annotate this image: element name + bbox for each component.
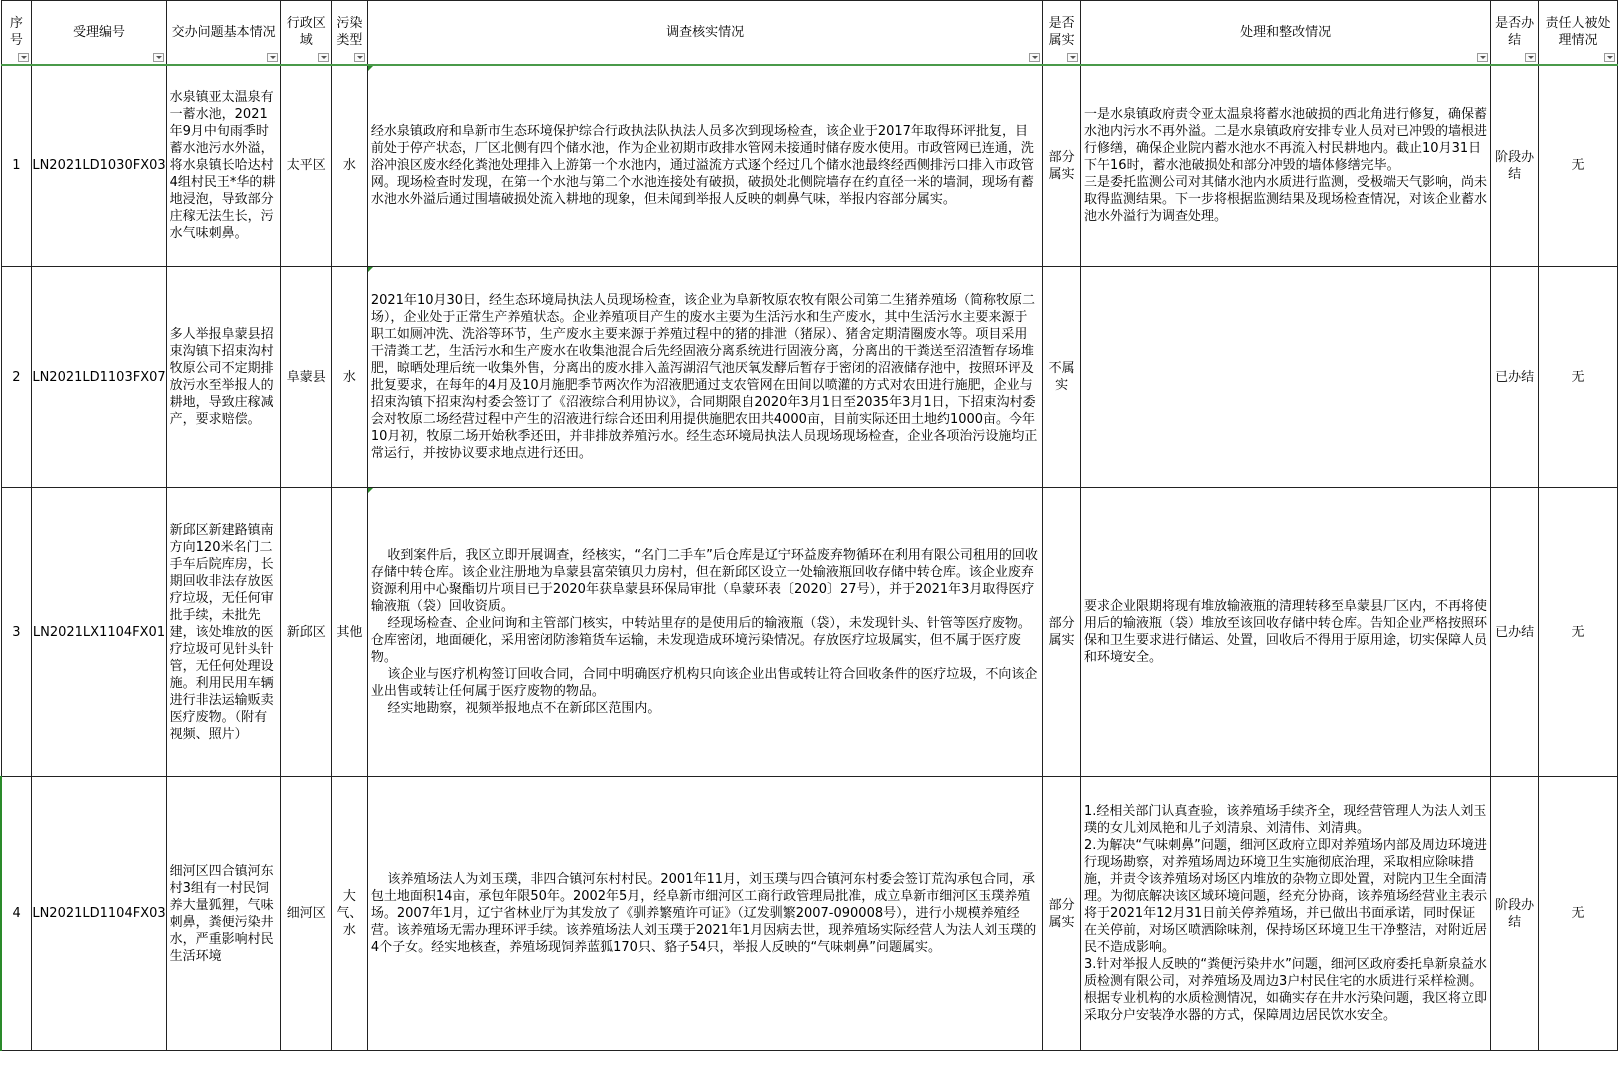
cell-closed[interactable]: 已办结 <box>1491 267 1539 488</box>
header-investigation-label: 调查核实情况 <box>666 24 745 40</box>
cell-case-no[interactable]: LN2021LD1103FX07 <box>32 267 166 488</box>
filter-dropdown-icon[interactable] <box>318 53 329 62</box>
filter-dropdown-icon[interactable] <box>1525 53 1536 62</box>
filter-dropdown-icon[interactable] <box>1067 53 1078 62</box>
header-handling[interactable] <box>1081 1 1491 65</box>
header-case-no[interactable] <box>32 1 166 65</box>
cell-accountability[interactable]: 无 <box>1538 488 1617 777</box>
cell-issue[interactable]: 水泉镇亚太温泉有一蓄水池，2021年9月中旬雨季时蓄水池污水外溢，将水泉镇长哈达村4组村民王*华的耕地浸泡，导致部分庄稼无法生长，污水气味刺鼻。 <box>166 65 281 267</box>
header-district-label: 行政区域 <box>286 16 326 49</box>
header-seq[interactable] <box>1 1 32 65</box>
header-handling-label: 处理和整改情况 <box>1240 24 1332 40</box>
table-row <box>1 267 1618 488</box>
header-verified[interactable] <box>1043 1 1081 65</box>
cell-verified[interactable]: 部分属实 <box>1043 777 1081 1051</box>
header-verified-label: 是否属实 <box>1048 16 1075 49</box>
cell-closed[interactable]: 阶段办结 <box>1491 65 1539 267</box>
header-accountability[interactable] <box>1538 1 1617 65</box>
cell-pollution[interactable]: 水 <box>332 65 368 267</box>
header-district[interactable] <box>281 1 332 65</box>
cell-handling[interactable]: 1.经相关部门认真查验，该养殖场手续齐全，现经营管理人为法人刘玉璞的女儿刘凤艳和儿子刘清泉、刘清伟、刘清典。 2.为解决“气味刺鼻”问题，细河区政府立即对养殖场内部及周边环境进行现场勘察，对养殖场周边环境卫生实施彻底治理，采取相应除味措施，并责令该养殖场对场区内堆放的杂物立即处置，对院内卫生全面清理。为彻底解决该区域环境问题，经充分协商，该养殖场经营业主表示将于2021年12月31日前关停养殖场，并已做出书面承诺，同时保证在关停前，对场区喷洒除味剂，保持场区环境卫生干净整洁，对附近居民不造成影响。 3.针对举报人反映的“粪便污染井水”问题，细河区政府委托阜新泉益水质检测有限公司，对养殖场及周边3户村民住宅的水质进行采样检测。根据专业机构的水质检测情况，如确实存在井水污染问题，我区将立即采取分户安装净水器的方式，保障周边居民饮水安全。 <box>1081 777 1491 1051</box>
filter-dropdown-icon[interactable] <box>153 53 164 62</box>
cell-seq[interactable]: 4 <box>1 777 32 1051</box>
header-issue[interactable] <box>166 1 281 65</box>
cell-pollution[interactable]: 大气、水 <box>332 777 368 1051</box>
header-closed[interactable] <box>1491 1 1539 65</box>
cell-issue[interactable]: 新邱区新建路镇南方向120米名门二手车后院库房，长期回收非法存放医疗垃圾，无任何审批手续，未批先建，该处堆放的医疗垃圾可见针头针管，无任何处理设施。利用民用车辆进行非法运输贩卖医疗废物。（附有视频、照片） <box>166 488 281 777</box>
cell-district[interactable]: 阜蒙县 <box>281 267 332 488</box>
cell-accountability[interactable]: 无 <box>1538 777 1617 1051</box>
cell-investigation[interactable]: 经水泉镇政府和阜新市生态环境保护综合行政执法队执法人员多次到现场检查，该企业于2017年取得环评批复，目前处于停产状态，厂区北侧有四个储水池，作为企业初期市政排水管网未接通时储存废水使用。市政管网已连通，洗浴冲浪区废水经化粪池处理排入上游第一个水池内，通过溢流方式逐个经过几个储水池最终经西侧排污口排入市政管网。现场检查时发现，在第一个水池与第二个水池连接处有破损，破损处北侧院墙存在约直径一米的墙洞，现场有蓄水池水外溢后通过围墙破损处流入耕地的现象，但未闻到举报人反映的刺鼻气味，举报内容部分属实。 <box>367 65 1042 267</box>
cell-closed[interactable]: 已办结 <box>1491 488 1539 777</box>
filter-dropdown-icon[interactable] <box>267 53 278 62</box>
header-investigation[interactable] <box>367 1 1042 65</box>
header-case-no-label: 受理编号 <box>72 24 125 40</box>
filter-dropdown-icon[interactable] <box>354 53 365 62</box>
cell-investigation[interactable]: 该养殖场法人为刘玉璞，非四合镇河东村村民。2001年11月，刘玉璞与四合镇河东村委会签订荒沟承包合同，承包土地面积14亩，承包年限50年。2002年5月，经阜新市细河区工商行政管理局批准，成立阜新市细河区玉璞养殖场。2007年1月，辽宁省林业厅为其发放了《驯养繁殖许可证》（辽发驯繁2007-090008号），进行小规模养殖经营。该养殖场无需办理环评手续。该养殖场法人刘玉璞于2021年1月因病去世，现养殖场实际经营人为法人刘玉璞的4个子女。经实地核查，养殖场现饲养蓝狐170只、貉子54只，举报人反映的“气味刺鼻”问题属实。 <box>367 777 1042 1051</box>
filter-dropdown-icon[interactable] <box>1029 53 1040 62</box>
cell-handling[interactable] <box>1081 267 1491 488</box>
cell-investigation[interactable]: 2021年10月30日，经生态环境局执法人员现场检查，该企业为阜新牧原农牧有限公司第二生猪养殖场（简称牧原二场），企业处于正常生产养殖状态。企业养殖项目产生的废水主要为生活污水和生产废水，其中生活污水主要来源于职工如厕冲洗、洗浴等环节，生产废水主要来源于养殖过程中的猪的排泄（猪尿）、猪舍定期清圈废水等。项目采用干清粪工艺，生活污水和生产废水在收集池混合后先经固液分离系统进行固液分离，分离出的干粪送至沼渣暂存场堆肥，晾晒处理后统一收集外售，分离出的废水排入盖泻湖沼气池厌氧发酵后暂存于密闭的沼液储存池中，按照环评及批复要求，在每年的4月及10月施肥季节两次作为沼液肥通过支农管网在田间以喷灌的方式对农田进行施肥，企业与招束沟镇下招束沟村委会签订了《沼液综合利用协议》，合同期限自2020年3月1日至2035年3月1日，下招束沟村委会对牧原二场经营过程中产生的沼液进行综合还田利用提供施肥农田共4000亩，目前实际还田土地约1000亩。今年10月初，牧原二场开始秋季还田，并非排放养殖污水。经生态环境局执法人员现场现场检查，企业各项治污设施均正常运行，并按协议要求地点进行还田。 <box>367 267 1042 488</box>
cell-case-no[interactable]: LN2021LD1030FX03 <box>32 65 166 267</box>
cell-accountability[interactable]: 无 <box>1538 267 1617 488</box>
cell-issue[interactable]: 多人举报阜蒙县招束沟镇下招束沟村牧原公司不定期排放污水至举报人的耕地，导致庄稼减产，要求赔偿。 <box>166 267 281 488</box>
cell-issue[interactable]: 细河区四合镇河东村3组有一村民饲养大量狐狸，气味刺鼻，粪便污染井水，严重影响村民生活环境 <box>166 777 281 1051</box>
cell-district[interactable]: 新邱区 <box>281 488 332 777</box>
cell-pollution[interactable]: 其他 <box>332 488 368 777</box>
cell-verified[interactable]: 部分属实 <box>1043 65 1081 267</box>
cell-district[interactable]: 细河区 <box>281 777 332 1051</box>
header-seq-label: 序号 <box>9 16 23 49</box>
header-row <box>1 1 1618 65</box>
header-pollution[interactable] <box>332 1 368 65</box>
table-row <box>1 65 1618 267</box>
cell-handling[interactable]: 一是水泉镇政府责令亚太温泉将蓄水池破损的西北角进行修复，确保蓄水池内污水不再外溢。二是水泉镇政府安排专业人员对已冲毁的墙根进行修缮，确保企业院内蓄水池水不再流入村民耕地内。截止10月31日下午16时，蓄水池破损处和部分冲毁的墙体修缮完毕。 三是委托监测公司对其储水池内水质进行监测，受极端天气影响，尚未取得监测结果。下一步将根据监测结果及现场检查情况，对该企业蓄水池水外溢行为调查处理。 <box>1081 65 1491 267</box>
header-pollution-label: 污染类型 <box>336 16 363 49</box>
filter-dropdown-icon[interactable] <box>18 53 29 62</box>
cell-seq[interactable]: 2 <box>1 267 32 488</box>
cell-district[interactable]: 太平区 <box>281 65 332 267</box>
cell-verified[interactable]: 不属实 <box>1043 267 1081 488</box>
cell-pollution[interactable]: 水 <box>332 267 368 488</box>
filter-dropdown-icon[interactable] <box>1604 53 1615 62</box>
cell-case-no[interactable]: LN2021LD1104FX03 <box>32 777 166 1051</box>
cell-verified[interactable]: 部分属实 <box>1043 488 1081 777</box>
cell-accountability[interactable]: 无 <box>1538 65 1617 267</box>
cell-closed[interactable]: 阶段办结 <box>1491 777 1539 1051</box>
table-row <box>1 488 1618 777</box>
cell-seq[interactable]: 3 <box>1 488 32 777</box>
cell-case-no[interactable]: LN2021LX1104FX01 <box>32 488 166 777</box>
cell-handling[interactable]: 要求企业限期将现有堆放输液瓶的清理转移至阜蒙县厂区内，不再将使用后的输液瓶（袋）堆放至该回收存储中转仓库。告知企业严格按照环保和卫生要求进行储运、处置，回收后不得用于原用途，切实保障人员和环境安全。 <box>1081 488 1491 777</box>
header-issue-label: 交办问题基本情况 <box>171 24 276 40</box>
cell-seq[interactable]: 1 <box>1 65 32 267</box>
filter-dropdown-icon[interactable] <box>1477 53 1488 62</box>
header-accountability-label: 责任人被处理情况 <box>1545 16 1611 49</box>
header-closed-label: 是否办结 <box>1495 16 1535 49</box>
cell-investigation[interactable]: 收到案件后，我区立即开展调查，经核实，“名门二手车”后仓库是辽宁环益废弃物循环在利用有限公司租用的回收存储中转仓库。该企业注册地为阜蒙县富荣镇贝力房村，但在新邱区设立一处输液瓶回收存储中转仓库。该企业废弃资源利用中心聚酯切片项目已于2020年获阜蒙县环保局审批（阜蒙环表〔2020〕27号），并于2021年3月取得医疗输液瓶（袋）回收资质。 经现场检查、企业问询和主管部门核实，中转站里存的是使用后的输液瓶（袋），未发现针头、针管等医疗废物。仓库密闭，地面硬化，采用密闭防渗箱货车运输，未发现造成环境污染情况。存放医疗垃圾属实，但不属于医疗废物。 该企业与医疗机构签订回收合同，合同中明确医疗机构只向该企业出售或转让符合回收条件的医疗垃圾，不向该企业出售或转让任何属于医疗废物的物品。 经实地勘察，视频举报地点不在新邱区范围内。 <box>367 488 1042 777</box>
table-row <box>1 777 1618 1051</box>
